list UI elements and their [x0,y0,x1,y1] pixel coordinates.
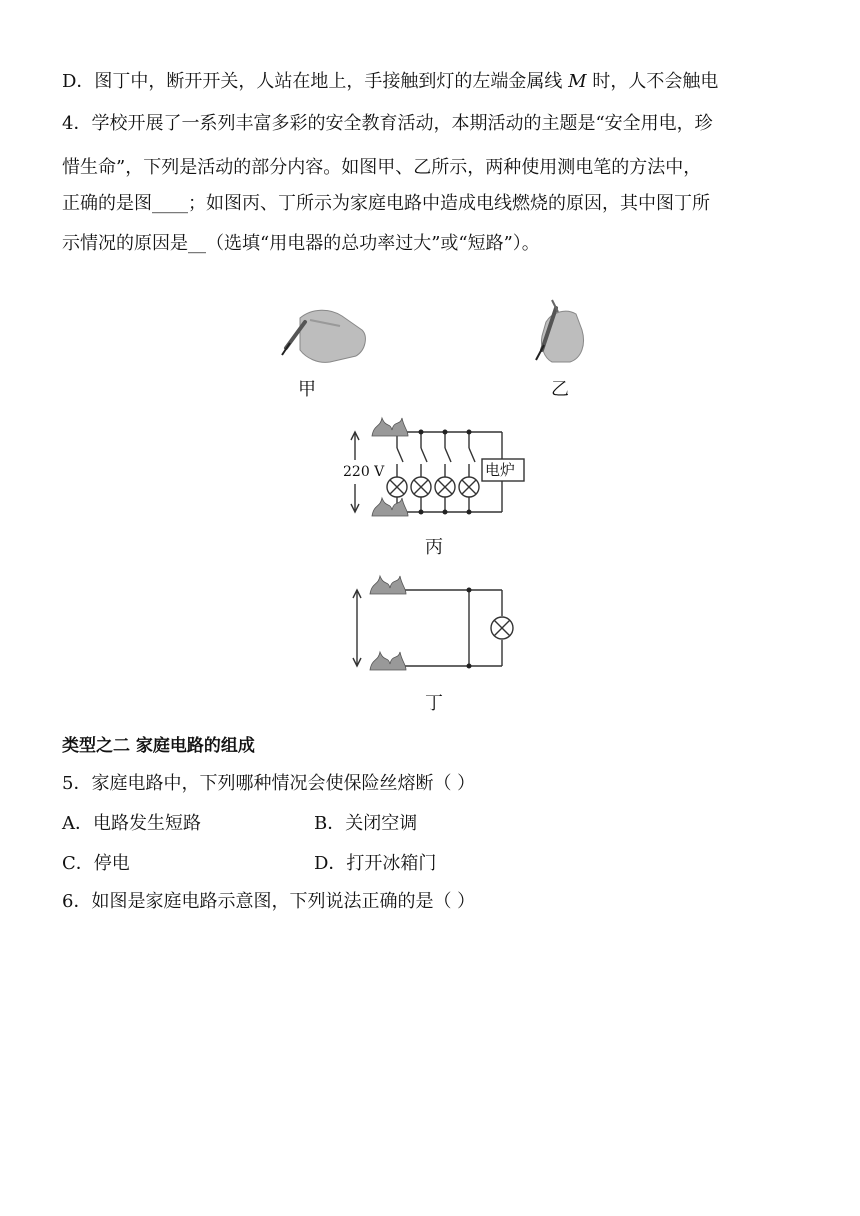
option-d-tail: 时，人不会触电 [592,71,719,92]
option-5d: D．打开冰箱门 [314,853,437,874]
fire-icon-ding-top [370,576,406,594]
figure-yi-hand-image [536,300,584,362]
figure-jia-hand-image [282,310,365,362]
question-5: 5．家庭电路中，下列哪种情况会使保险丝熔断（ ） [62,773,476,794]
question-4-line-2: 惜生命”，下列是活动的部分内容。如图甲、乙所示，两种使用测电笔的方法中， [62,157,702,178]
option-5b: B．关闭空调 [314,813,418,834]
question-4-line-3: 正确的是图____；如图丙、丁所示为家庭电路中造成电线燃烧的原因，其中图丁所 [62,193,710,214]
section-heading: 类型之二 家庭电路的组成 [62,736,255,756]
variable-m: M [568,71,587,92]
question-4-line-1: 4．学校开展了一系列丰富多彩的安全教育活动，本期活动的主题是“安全用电，珍 [62,113,713,134]
fire-icon-ding-bottom [370,652,406,670]
fire-icon-bing-bottom [372,498,408,516]
question-4-line-4: 示情况的原因是__（选填“用电器的总功率过大”或“短路”）。 [62,233,540,254]
caption-bing: 丙 [425,537,443,558]
question-6: 6．如图是家庭电路示意图，下列说法正确的是（ ） [62,891,476,912]
figure-ding-circuit [353,588,513,669]
voltage-label: 220 V [342,460,385,484]
fire-icon-bing-top [372,418,408,436]
option-5a: A．电路发生短路 [62,813,201,834]
stove-label: 电炉 [485,461,516,479]
option-d-text: D．图丁中，断开开关，人站在地上，手接触到灯的左端金属线 [62,71,563,92]
caption-jia: 甲 [298,379,316,400]
caption-ding: 丁 [425,693,443,714]
caption-yi: 乙 [551,379,569,400]
option-5c: C．停电 [62,853,130,874]
